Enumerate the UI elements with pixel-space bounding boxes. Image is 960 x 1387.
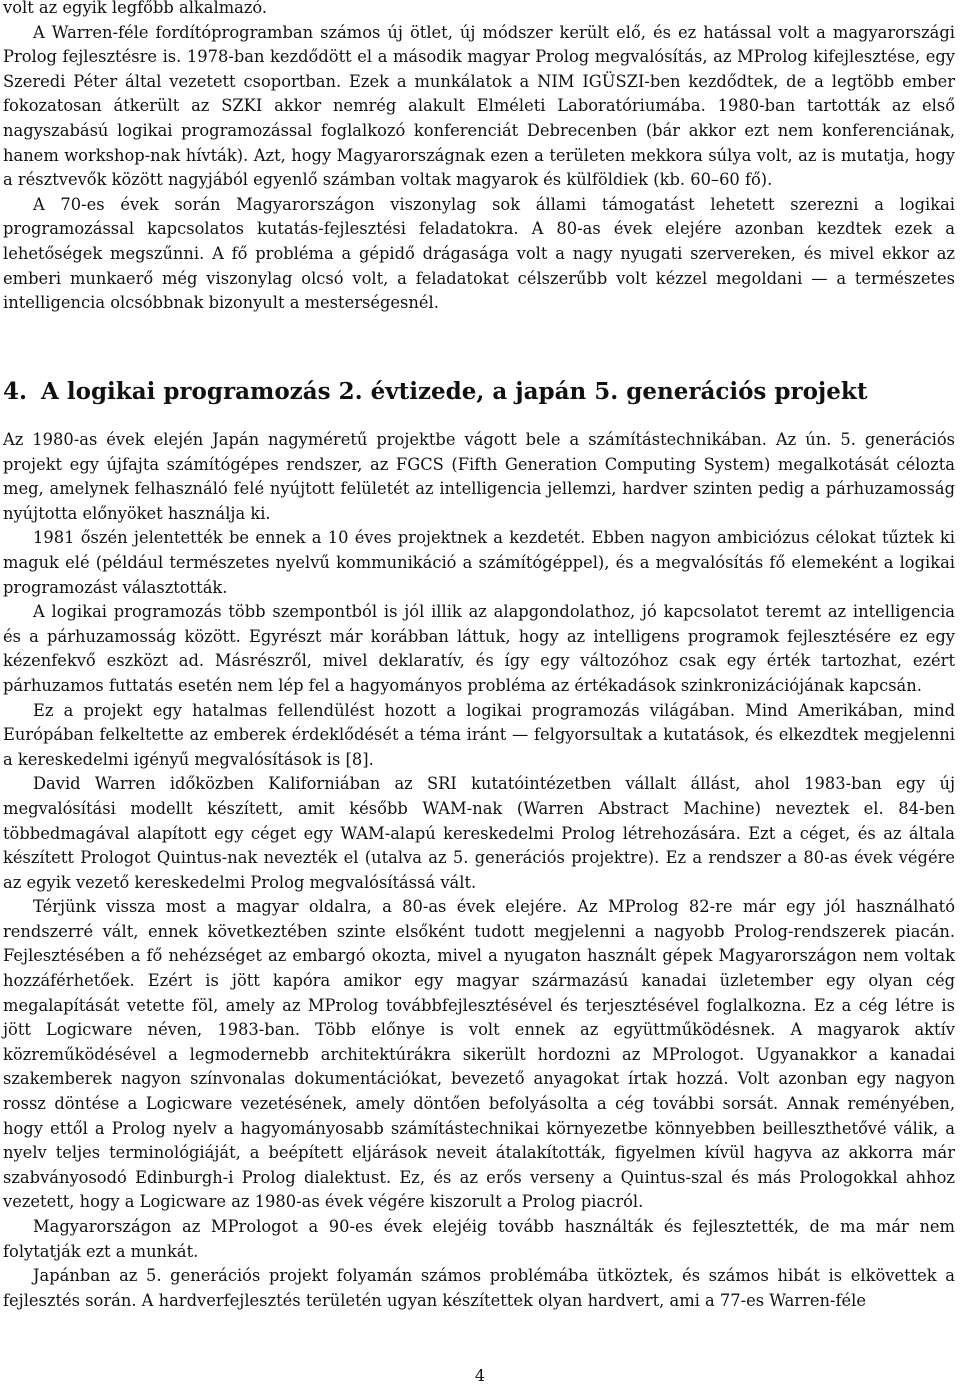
text-block-top (3, 0, 955, 316)
paragraph: Japánban az 5. generációs projekt folyamán számos problémába ütköztek, és számos hibát is elkövettek a fejlesztés során. A hardverfejlesztés területén ugyan készítettek olyan hardvert, ami a 77-es Warren-féle (3, 1266, 955, 1310)
paragraph: Térjünk vissza most a magyar oldalra, a 80-as évek elejére. Az MProlog 82-re már egy jól használható rendszerré vált, ennek következtében szinte elsőként tudott megjelenni a nagyobb Prolog-rendszerek piacán. Fejlesztésében a fő nehézséget az embargó okozta, mivel a nyugaton használt gépek Magyarországon nem voltak hozzáférhetőek. Ezért is jött kapóra amikor egy magyar származású kanadai üzletember egy olyan cég megalapítását vetette föl, amely az MProlog továbbfejlesztésével és terjesztésével foglalkozna. Ez a cég létre is jött Logicware néven, 1983-ban. Több előnye is volt ennek az együttműködésnek. A magyarok aktív közreműködésével a legmodernebb architektúrákra sikerült hordozni az MPrologot. Ugyanakkor a kanadai szakemberek nagyon színvonalas dokumentációkat, bevezető anyagokat írtak hozzá. Volt azonban egy nagyon rossz döntése a Logicware vezetésének, amely döntően befolyásolta a cég további sorsát. Annak reményében, hogy ettől a Prolog nyelv a hagyományosabb számítástechnikai környezetbe könnyebben beilleszthetővé válik, a nyelv teljes terminológiáját, a beépített eljárások neveit átalakították, figyelmen kívül hagyva az akkorra már szabványosodó Edinburgh-i Prolog dialektust. Ez, és az erős verseny a Quintus-szal és más Prologokkal ahhoz vezetett, hogy a Logicware az 1980-as évek végére kiszorult a Prolog piacról. (3, 897, 955, 1212)
paragraph: Az 1980-as évek elején Japán nagyméretű projektbe vágott bele a számítástechnikában. Az ún. 5. generációs projekt egy újfajta számítógépes rendszer, az FGCS (Fifth Generation Computing System) megalkotását célozta meg, amelynek felhasználó felé nyújtott felületét az intelligencia jellemzi, hardver szinten pedig a párhuzamosság nyújtotta előnyöket használja ki. (3, 430, 955, 523)
paragraph: David Warren időközben Kaliforniában az SRI kutatóintézetben vállalt állást, ahol 1983-ban egy új megvalósítási modellt készített, amit később WAM-nak (Warren Abstract Machine) neveztek el. 84-ben többedmagával alapított egy céget egy WAM-alapú kereskedelmi Prolog létrehozására. Ezt a céget, és az általa készített Prologot Quintus-nak nevezték el (utalva az 5. generációs projektre). Ez a rendszer a 80-as évek végére az egyik vezető kereskedelmi Prolog megvalósítássá vált. (3, 774, 955, 892)
paragraph: Ez a projekt egy hatalmas fellendülést hozott a logikai programozás világában. Mind Amerikában, mind Európában felkeltette az emberek érdeklődését a téma iránt — felgyorsultak a kutatások, és elkezdtek megjelenni a kereskedelmi igényű megvalósítások is [8]. (3, 700, 955, 769)
paragraph: 1981 őszén jelentették be ennek a 10 éves projektnek a kezdetét. Ebben nagyon ambiciózus célokat tűztek ki maguk elé (például természetes nyelvű kommunikáció a számítógéppel), és a megvalósítás fő elemeként a logikai programozást választották. (3, 528, 955, 597)
paragraph: A logikai programozás több szempontból is jól illik az alapgondolathoz, jó kapcsolatot teremt az intelligencia és a párhuzamosság között. Egyrészt már korábban láttuk, hogy az intelligens programok fejlesztésére ez egy kézenfekvő eszközt ad. Másrészről, mivel deklaratív, és így egy változóhoz csak egy érték tartozhat, ezért párhuzamos futtatás esetén nem lép fel a hagyományos probléma az értékadások szinkronizációjának kapcsán. (3, 602, 955, 695)
text-block-bottom (3, 428, 955, 1313)
page-number: 4 (474, 1366, 486, 1385)
paragraph: Magyarországon az MPrologot a 90-es évek elejéig tovább használták és fejlesztették, de ma már nem folytatják ezt a munkát. (3, 1217, 955, 1261)
section-title: A logikai programozás 2. évtizede, a japán 5. generációs projekt (41, 378, 868, 405)
section-heading (3, 376, 955, 408)
paragraph: volt az egyik legfőbb alkalmazó. (3, 0, 268, 17)
section-number: 4. (3, 378, 28, 405)
paragraph: A Warren-féle fordítóprogramban számos új ötlet, új módszer került elő, és ez hatással volt a magyarországi Prolog fejlesztésre is. 1978-ban kezdődött el a második magyar Prolog megvalósítás, az MProlog kifejlesztése, egy Szeredi Péter által vezetett csoportban. Ezek a munkálatok a NIM IGÜSZI-ben kezdődtek, de a legtöbb ember fokozatosan átkerült az SZKI akkor nemrég alakult Elméleti Laboratóriumába. 1980-ban tartották az első nagyszabású logikai programozással foglalkozó konferenciát Debrecenben (bár akkor ezt nem konferenciának, hanem workshop-nak hívták). Azt, hogy Magyarországnak ezen a területen mekkora súlya volt, az is mutatja, hogy a résztvevők között nagyjából egyenlő számban voltak magyarok és külföldiek (kb. 60–60 fő). (3, 22, 955, 190)
paragraph: A 70-es évek során Magyarországon viszonylag sok állami támogatást lehetett szerezni a logikai programozással kapcsolatos kutatás-fejlesztési feladatokra. A 80-as évek elejére azonban kezdtek ezek a lehetőségek megszűnni. A fő probléma a gépidő drágasága volt a nagy nyugati szervereken, és mivel ekkor az emberi munkaerő még viszonylag olcsó volt, a feladatokat célszerűbb volt kézzel megoldani — a természetes intelligencia olcsóbbnak bizonyult a mesterségesnél. (3, 194, 955, 313)
